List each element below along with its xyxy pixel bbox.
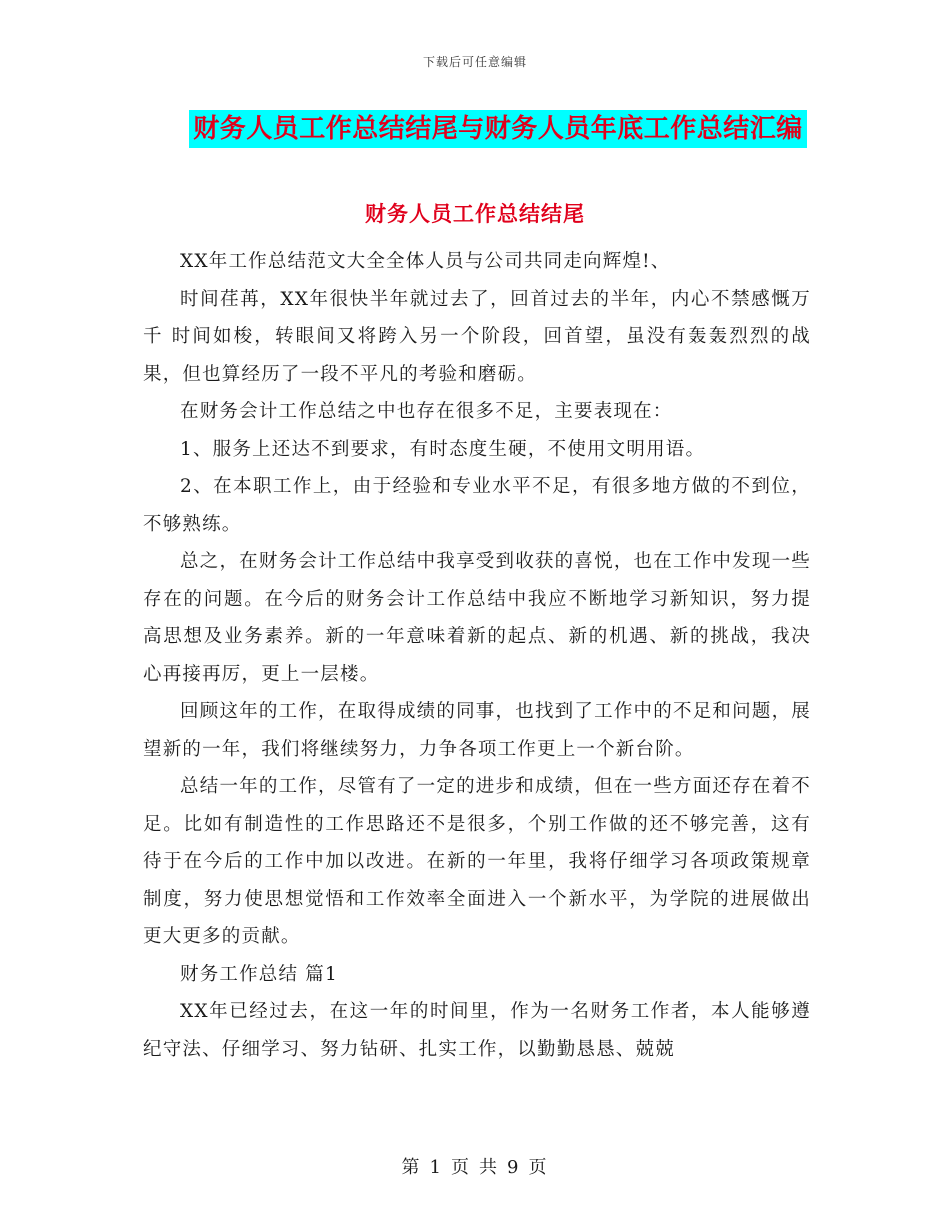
total-label: 共 xyxy=(479,1157,499,1178)
paragraph: 总之，在财务会计工作总结中我享受到收获的喜悦，也在工作中发现一些存在的问题。在今后的财务会计工作总结中我应不断地学习新知识，努力提高思想及业务素养。新的一年意味着新的起点、新的机遇、新的挑战，我决心再接再厉，更上一层楼。 xyxy=(143,551,811,685)
total-pages: 9 xyxy=(507,1157,521,1178)
paragraph: 2、在本职工作上，由于经验和专业水平不足，有很多地方做的不到位，不够熟练。 xyxy=(143,476,811,535)
paragraph: 回顾这年的工作，在取得成绩的同事，也找到了工作中的不足和问题，展望新的一年，我们将继续努力，力争各项工作更上一个新台阶。 xyxy=(143,701,811,760)
page-label: 第 xyxy=(401,1157,422,1178)
subheading: 财务工作总结 篇1 xyxy=(180,963,338,985)
paragraph: 在财务会计工作总结之中也存在很多不足，主要表现在： xyxy=(180,401,673,422)
body-text xyxy=(143,243,811,1068)
page-number: 1 xyxy=(429,1157,443,1178)
paragraph: 总结一年的工作，尽管有了一定的进步和成绩，但在一些方面还存在着不足。比如有制造性的工作思路还不是很多，个别工作做的还不够完善，这有待于在今后的工作中加以改进。在新的一年里，我将仔细学习各项政策规章制度，努力使思想觉悟和工作效率全面进入一个新水平，为学院的进展做出更大更多的贡献。 xyxy=(143,776,811,947)
page-unit: 页 xyxy=(451,1157,471,1178)
paragraph: 时间荏苒，XX年很快半年就过去了，回首过去的半年，内心不禁感慨万千 时间如梭，转眼间又将跨入另一个阶段，回首望，虽没有轰轰烈烈的战果，但也算经历了一段不平凡的考验和磨砺。 xyxy=(143,288,811,385)
header-note: 下载后可任意编辑 xyxy=(422,55,527,69)
section-title: 财务人员工作总结结尾 xyxy=(365,202,585,226)
paragraph: XX年已经过去，在这一年的时间里，作为一名财务工作者，本人能够遵纪守法、仔细学习、努力钻研、扎实工作，以勤勤恳恳、兢兢 xyxy=(143,1001,811,1060)
page-footer xyxy=(0,1153,950,1179)
document-title: 财务人员工作总结结尾与财务人员年底工作总结汇编 xyxy=(189,110,807,148)
doc-title-container xyxy=(0,110,950,148)
paragraph: XX年工作总结范文大全全体人员与公司共同走向辉煌!、 xyxy=(180,251,671,272)
total-unit: 页 xyxy=(528,1157,549,1178)
paragraph: 1、服务上还达不到要求，有时态度生硬，不使用文明用语。 xyxy=(180,438,706,460)
